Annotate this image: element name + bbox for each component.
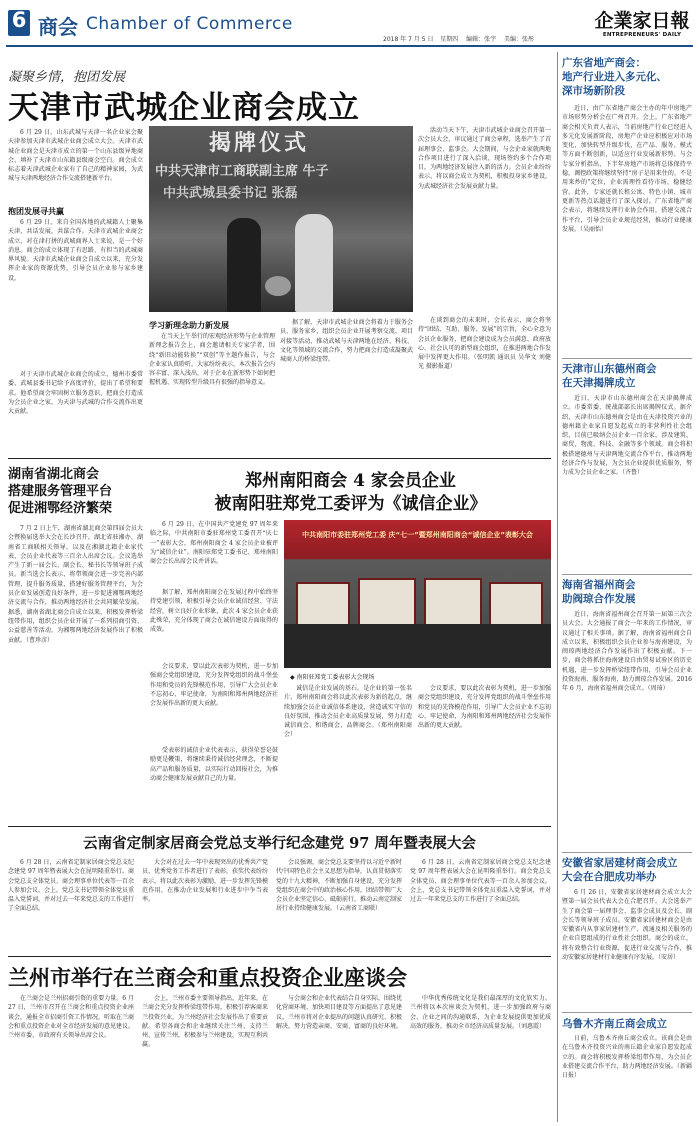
issue-weekday: 星期四 xyxy=(440,36,459,43)
zhengzhou-headline xyxy=(150,470,551,516)
dz-body: 近日，天津市山东德州商会在天津揭牌成立。市委常委、统战部部长出席揭牌仪式。据介绍，天津市山东德州商会是由在天津投资兴业的德州籍企业家自愿发起成立的非营利性社会组织，目前已吸纳会员企业一百余家，涉及建筑、商贸、物流、科技、金融等多个领域。商会将积极搭建德州与天津两地交流合作平台，推动两地经济合作与发展，为会员企业提供优质服务，努力成为会员企业之家。（齐鲁） xyxy=(562,395,692,477)
flower-decoration xyxy=(265,276,291,296)
lead-paragraph-6: 活动当天下午，天津市武城企业商会召开第一次会员大会，审议通过了商会章程，选举产生了首届理事会、监事会。大会期间，与会企业家就两地合作项目进行了深入洽谈，现场签约多个合作项目，为两地经济发展注入新的活力。会员企业纷纷表示，将以商会成立为契机，积极投身家乡建设，为武城经济社会发展贡献力量。 xyxy=(418,127,551,190)
person-figure-1 xyxy=(227,218,261,312)
gd-headline-line-2: 地产行业进入多元化、 xyxy=(562,71,667,83)
zhengzhou-photo-caption xyxy=(290,672,375,681)
lead-kicker: 凝聚乡情，抱团发展 xyxy=(8,70,126,85)
people-row xyxy=(284,624,551,668)
lead-paragraph-1: 6 月 29 日，山东武城与天津一名企业家会聚天津参加天津市武城企业商会成立大会。天津市武城企业商会是天津市成立的第一个山东县级异地商会，填补了天津市山东籍县级商会空白。商会成立标志着天津武城企业家有了自己的精神家园，为武城与天津两地经济合作交流搭建新平台。 xyxy=(8,129,143,183)
editor-credit: 编辑：张宇 xyxy=(466,36,497,43)
lanzhou-paragraph-3: 与会商会和企业代表结合自身实际，围绕优化营商环境、加快项目建设等方面提出了意见建议。兰州市将对企业提出的问题认真研究、积极解决，努力营造亲商、安商、富商的良好环境。 xyxy=(276,995,402,1030)
section-title-cn: 商会 xyxy=(38,15,78,39)
zhengzhou-paragraph-3: 会议要求，要以此次表彰为契机，进一步加强商会党组织建设，充分发挥党组织的战斗堡垒作用和党员的先锋模范作用，引导广大会员企业不忘初心、牢记使命，为南阳和郑州两地经济社会发展作出新的更大贡献。 xyxy=(150,663,278,708)
zhengzhou-paragraph-5a: 诚信是企业发展的基石。是企业的第一张名片。郑州南阳商会将以此次表彰为新的起点，继续加强会员企业诚信体系建设，营造诚实守信的良好氛围，推动会员企业高质量发展，努力打造诚信商会、和谐商会、品牌商会。（郑州南阳商会） xyxy=(284,685,412,739)
dz-headline-line-2: 在天津揭牌成立 xyxy=(562,377,636,389)
dz-headline xyxy=(562,362,692,390)
lead-photo-banner: 揭牌仪式 xyxy=(209,131,310,156)
yunnan-paragraph-1: 6 月 28 日，云南省定制家居商会党总支纪念建党 97 周年暨表展大会在昆明隆重举行。商会党总支全体党员、商会理事单位代表等一百余人参加会议。会上，党总支书记带领全体党员重温入党誓词，并对过去一年来党总支的工作进行了全面总结。 xyxy=(8,859,134,913)
zhengzhou-photo-caption-text: 南阳驻郑党工委表彰大会现场 xyxy=(296,674,375,681)
hz-headline xyxy=(562,578,692,606)
divider-zhengzhou xyxy=(8,826,551,827)
zhengzhou-headline-line-2: 被南阳驻郑党工委评为《诚信企业》 xyxy=(214,494,487,514)
divider-right-1 xyxy=(562,358,692,359)
wm-body: 日前，乌鲁木齐南丘商会成立。该商会是由在乌鲁木齐投资兴业的南丘籍企业家自愿发起成立的。商会将积极发挥桥梁纽带作用，为会员企业搭建交流合作平台，助力两地经济发展。（新疆日报） xyxy=(562,1035,692,1080)
hubei-headline xyxy=(8,466,143,517)
lead-photo-sign-2: 中共武城县委书记 张磊 xyxy=(163,186,298,201)
zhengzhou-paragraph-5b: 会议要求，要以此次表彰为契机，进一步加强商会党组织建设，充分发挥党组织的战斗堡垒作用和党员的先锋模范作用，引导广大会员企业不忘初心、牢记使命，为南阳和郑州两地经济社会发展作出新的更大贡献。 xyxy=(418,685,551,730)
hubei-headline-line-1: 湖南省湖北商会 xyxy=(8,467,100,482)
lead-paragraph-4: 在当天上午举行的宏观经济形势与企业管理新理念报告会上，商会邀请相关专家学者，围绕“新旧动能转换”“双创”等主题作报告，与会企业家认真聆听。大家纷纷表示，本次报告会内容丰富、深入浅出，对于企业在新形势下如何把握机遇、实现转型升级具有很强的指导意义。 xyxy=(149,333,275,387)
lead-subhead-1: 抱团发展寻共赢 xyxy=(8,207,64,216)
ah-headline xyxy=(562,856,692,884)
hubei-headline-line-2: 搭建服务管理平台 xyxy=(8,484,113,499)
page-header xyxy=(0,0,699,46)
wm-headline: 乌鲁木齐南丘商会成立 xyxy=(562,1018,667,1030)
zhengzhou-paragraph-2: 据了解，郑州南阳商会在发展过程中始终坚持党建引领，积极引导会员企业诚信经营、守法经营，树立良好企业形象，此次 4 家会员企业获此殊荣，充分体现了商会在诚信建设方面取得的成效。 xyxy=(150,589,278,634)
gd-headline xyxy=(562,56,692,98)
plaque-2 xyxy=(358,578,416,626)
zhengzhou-headline-line-1: 郑州南阳商会 4 家会员企业 xyxy=(245,471,456,491)
gd-headline-line-3: 深市场新阶段 xyxy=(562,85,625,97)
paper-name-en: ENTREPRENEURS' DAILY xyxy=(602,32,682,38)
lead-photo-sign-1: 中共天津市工商联副主席 牛子 xyxy=(155,164,329,179)
caption-marker-icon: ◆ xyxy=(290,674,295,681)
lanzhou-paragraph-4: 中华优秀传统文化是我们最深厚的文化软实力。兰州将以本次座谈会为契机，进一步加强政府与商会、企业之间的沟通联系，为企业发展提供更加优质高效的服务，推动全市经济高质量发展。（刘惠霞） xyxy=(410,995,551,1030)
plaque-3 xyxy=(424,578,482,626)
ah-headline-line-1: 安徽省家居建材商会成立 xyxy=(562,857,678,869)
lead-paragraph-5: 据了解，天津市武城企业商会将着力于服务会员、服务家乡，组织会员企业开展考察交流、项目对接等活动，推动武城与天津两地在经济、科技、文化等领域的交流合作，努力把商会打造成凝聚武城商人的桥梁纽带。 xyxy=(280,319,413,364)
yunnan-paragraph-3: 会议强调，商会党总支要坚持以习近平新时代中国特色社会主义思想为指导，认真贯彻落实党的十九大精神，不断加强自身建设，充分发挥党组织在商会中的政治核心作用，团结带领广大会员企业坚定信心、砥砺前行，推动云南定制家居行业持续健康发展。（云南省工商联） xyxy=(276,859,402,913)
lead-subhead-2: 学习新理念助力新发展 xyxy=(149,321,229,330)
gd-body: 近日，由广东省地产商会主办的年中房地产市场形势分析会在广州召开。会上，广东省地产商会相关负责人表示，当前房地产行业已经进入多元化发展新阶段，房地产企业应积极应对市场变化，加快转型升级步伐，在产品、服务、模式等方面不断创新，以适应行业发展新形势。与会专家分析指出，下半年房地产市场将总体保持平稳，调控政策将继续坚持“房子是用来住的、不是用来炒的”定位，企业需理性看待市场，稳健经营。此外，专家还就长租公寓、特色小镇、城市更新等热点话题进行了深入探讨。广东省地产商会表示，将继续发挥行业协会作用，搭建交流合作平台，引导会员企业规范经营，推动行业健康发展。（吴丽怡） xyxy=(562,105,692,233)
issue-date: 2018 年 7 月 5 日 xyxy=(383,36,434,43)
gd-headline-line-1: 广东省地产商会： xyxy=(562,57,646,69)
zhengzhou-photo-banner: 中共南阳市委驻郑州党工委 庆“七一”暨郑州南阳商会“诚信企业”表彰大会 xyxy=(302,531,533,539)
divider-right-3 xyxy=(562,852,692,853)
lead-paragraph-3: 对于天津市武城企业商会的成立，德州市委常委、武城县委书记给予高度评价，提出了希望和要求。他希望商会牢固树立服务意识，把商会打造成为会员企业之家，为天津与武城的合作交流作出更大贡献。 xyxy=(8,371,143,416)
section-title-en: Chamber of Commerce xyxy=(86,14,293,34)
zhengzhou-paragraph-1: 6 月 29 日，在中国共产党建党 97 周年来临之际，中共南阳市委驻郑州党工委召开“庆七一”表彰大会，郑州南阳商会 4 家会员企业被评为“诚信企业”。南阳驻郑党工委书记、郑州南阳商会会长出席会议并讲话。 xyxy=(150,521,278,566)
right-column-rule xyxy=(557,52,558,1122)
hz-body: 近日，海南省福州商会召开第一届第三次会员大会。大会通报了商会一年来的工作情况，审议通过了相关事项。据了解，海南省福州商会自成立以来，积极组织会员企业参与海南建设，为闽琼两地经济合作发展作出了积极贡献。下一步，商会将抓住海南建设自由贸易试验区的历史机遇，进一步发挥桥梁纽带作用，引导会员企业投资海南、服务海南，助力闽琼合作发展。2016 年 6 月，海南省福州商会成立。（周琦） xyxy=(562,611,692,693)
zhengzhou-paragraph-4: 受表彰的诚信企业代表表示，获得荣誉是鼓励更是鞭策，将继续秉持诚信经营理念，不断提高产品和服务质量，以实际行动回报社会，为推动商会健康发展贡献自己的力量。 xyxy=(150,747,278,782)
yunnan-headline: 云南省定制家居商会党总支举行纪念建党 97 周年暨表展大会 xyxy=(83,835,476,852)
designer-credit: 美编：张彤 xyxy=(504,36,535,43)
lead-headline: 天津市武城企业商会成立 xyxy=(8,90,360,126)
hubei-body: 7 月 2 日上午，湖南省湖北商会第四届会员大会暨换届选举大会在长沙召开。湖北省驻湘办、湖南省工商联相关领导，以及在湘湖北籍企业家代表、会员企业代表等三百余人出席会议。会议选举产生了新一届会长、副会长、秘书长等领导班子成员。新当选会长表示，将带领商会进一步完善内部管理，提升服务质量，搭建好服务管理平台，为会员企业发展创造良好条件，进一步促进湘鄂两地经济交流与合作，推动两地经济社会共同繁荣发展。据悉，湖南省湖北商会自成立以来，积极发挥桥梁纽带作用，组织会员企业开展了一系列招商引资、公益慈善等活动，为湘鄂两地经济发展作出了积极贡献。（曹珍彦） xyxy=(8,525,143,644)
lead-paragraph-7: 在谈到商会的未来时，会长表示，商会将坚持“团结、互助、服务、发展”的宗旨，全心全意为会员企业服务，把商会建设成为会员满意、政府放心、社会认可的新型商会组织，在推进两地合作发展中发挥更大作用。（张明凯 通讯员 吴华文 刘健光 摄影报道） xyxy=(418,317,551,371)
hz-headline-line-1: 海南省福州商会 xyxy=(562,579,636,591)
lanzhou-headline: 兰州市举行在兰商会和重点投资企业座谈会 xyxy=(8,965,407,990)
header-rule xyxy=(6,45,693,47)
lead-paragraph-2: 6 月 29 日，来自全国各地的武城籍人士聚集天津，共话发展，共谋合作。天津市武城企业商会成立，对在津打拼的武城商界人士来说，是一个好消息。商会的成立体现了有思路、有担当的武城商界风貌。天津市武城企业商会自成立以来，充分发挥企业家的资源优势，引导会员企业参与家乡建设。 xyxy=(8,219,143,282)
divider-right-4 xyxy=(562,1012,692,1013)
yunnan-paragraph-4: 6 月 28 日，云南省定制家居商会党总支纪念建党 97 周年暨表展大会在昆明隆重举行。商会党总支全体党员、商会理事单位代表等一百余人参加会议。会上，党总支书记带领全体党员重温入党誓词，并对过去一年来党总支的工作进行了全面总结。 xyxy=(410,859,551,904)
hubei-headline-line-3: 促进湘鄂经济繁荣 xyxy=(8,501,113,516)
divider-lead xyxy=(8,458,551,459)
lanzhou-paragraph-1: 在兰商会是兰州招商引资的重要力量。6 月 27 日，兰州市召开在兰商会和重点投资企业座谈会，通报全市招商引资工作情况，听取在兰商会和重点投资企业对全市经济发展的意见建议。兰州市委、市政府有关领导出席会议。 xyxy=(8,995,134,1040)
lead-photo xyxy=(149,126,413,312)
dz-headline-line-1: 天津市山东德州商会 xyxy=(562,363,657,375)
zhengzhou-photo xyxy=(284,520,551,668)
plaque-4 xyxy=(489,582,543,626)
yunnan-paragraph-2: 大会对在过去一年中表现突出的优秀共产党员、优秀党务工作者进行了表彰。获奖代表纷纷表示，将以此次表彰为激励，进一步发挥先锋模范作用，在推动企业发展和行业进步中争当表率。 xyxy=(142,859,268,904)
person-figure-2 xyxy=(295,214,333,312)
ah-body: 6 月 26 日，安徽省家居建材商会成立大会暨第一届会员代表大会在合肥召开。大会选举产生了商会第一届理事会、监事会成员及会长、副会长等领导班子成员。安徽省家居建材商会是由安徽省内从事家居建材生产、流通及相关服务的企业自愿组成的行业性社会组织。商会的成立，将有效整合行业资源，促进行业交流与合作，推动安徽家居建材行业健康有序发展。（安居） xyxy=(562,889,692,962)
hz-headline-line-2: 助阀琼合作发展 xyxy=(562,593,636,605)
ah-headline-line-2: 大会在合肥成功举办 xyxy=(562,871,657,883)
page-number: 6 xyxy=(11,8,27,32)
paper-name-cn: 企業家日報 xyxy=(594,10,690,32)
divider-right-2 xyxy=(562,574,692,575)
divider-yunnan xyxy=(8,956,551,957)
plaque-1 xyxy=(296,582,350,626)
lanzhou-paragraph-2: 会上，兰州市委主要领导指出，近年来，在兰商会充分发挥桥梁纽带作用，积极引荐客商来兰投资兴业，为兰州经济社会发展作出了重要贡献。希望各商会和企业继续关注兰州、支持兰州、宣传兰州，积极参与兰州建设，实现互利共赢。 xyxy=(142,995,268,1049)
